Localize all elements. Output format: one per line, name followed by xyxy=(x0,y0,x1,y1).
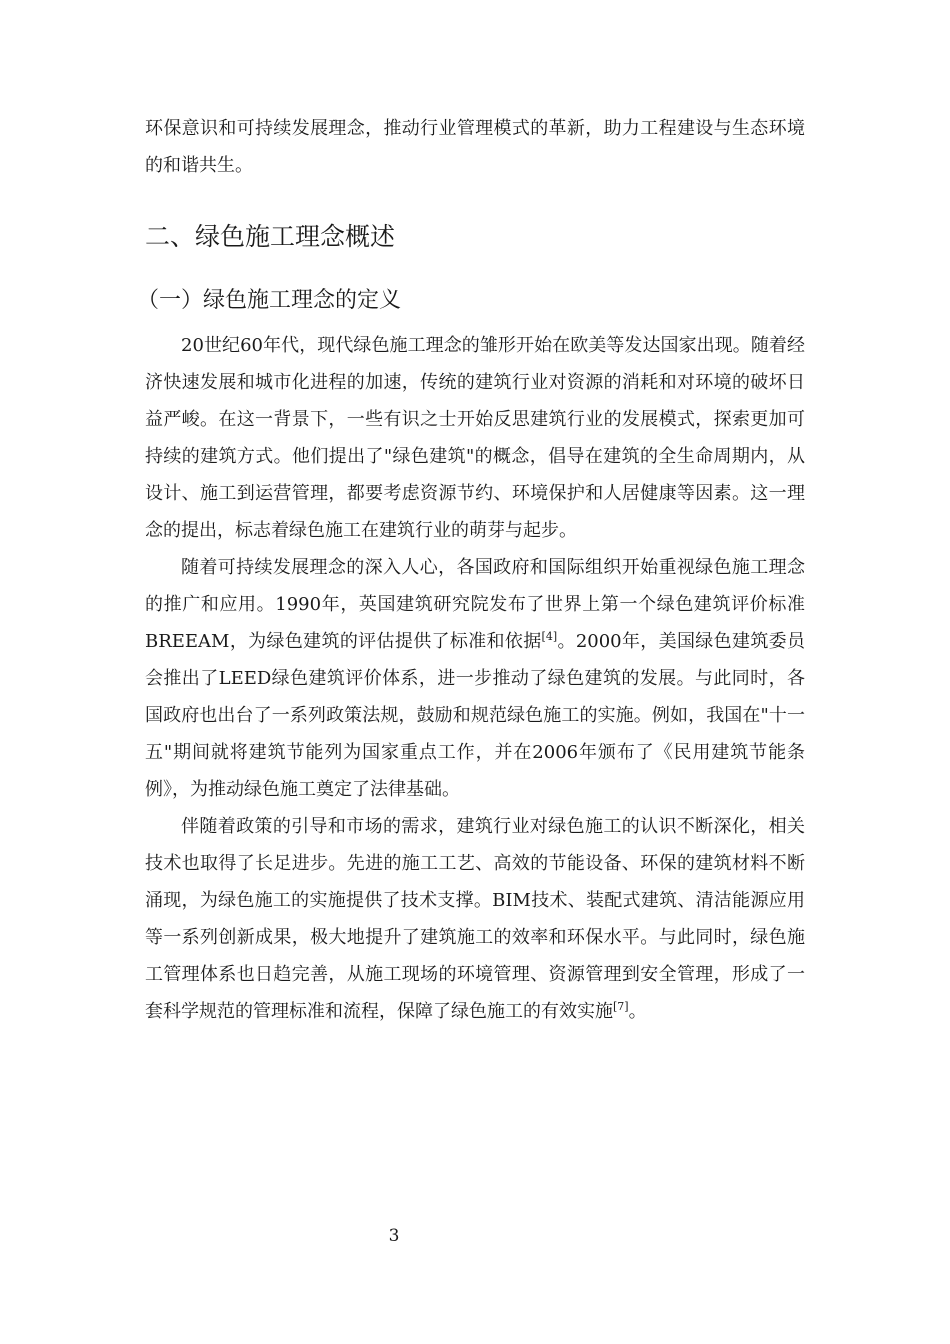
subsection-heading: （一）绿色施工理念的定义 xyxy=(137,288,402,313)
paragraph-technology xyxy=(145,808,805,1030)
paragraph-standards xyxy=(145,549,805,808)
paragraph-technology-text-2: 。 xyxy=(628,1001,647,1022)
paragraph-standards-text-1: 随着可持续发展理念的深入人心，各国政府和国际组织开始重视绿色施工理念的推广和应用。1990年，英国建筑研究院发布了世界上第一个绿色建筑评价标准BREEAM，为绿色建筑的评估提供了标准和依据 xyxy=(145,557,805,652)
paragraph-standards-text-2: 。2000年，美国绿色建筑委员会推出了LEED绿色建筑评价体系，进一步推动了绿色建筑的发展。与此同时，各国政府也出台了一系列政策法规，鼓励和规范绿色施工的实施。例如，我国在"十一五"期间就将建筑节能列为国家重点工作，并在2006年颁布了《民用建筑节能条例》，为推动绿色施工奠定了法律基础。 xyxy=(145,631,805,800)
citation-ref-7: [7] xyxy=(613,1000,629,1013)
section-heading: 二、绿色施工理念概述 xyxy=(145,222,396,251)
paragraph-origin: 20世纪60年代，现代绿色施工理念的雏形开始在欧美等发达国家出现。随着经济快速发展和城市化进程的加速，传统的建筑行业对资源的消耗和对环境的破坏日益严峻。在这一背景下，一些有识之士开始反思建筑行业的发展模式，探索更加可持续的建筑方式。他们提出了"绿色建筑"的概念，倡导在建筑的全生命周期内，从设计、施工到运营管理，都要考虑资源节约、环境保护和人居健康等因素。这一理念的提出，标志着绿色施工在建筑行业的萌芽与起步。 xyxy=(145,335,805,541)
document-body xyxy=(137,110,805,1030)
citation-ref-4: [4] xyxy=(541,630,558,643)
intro-paragraph: 环保意识和可持续发展理念，推动行业管理模式的革新，助力工程建设与生态环境的和谐共生。 xyxy=(145,118,805,176)
page-number: 3 xyxy=(388,1226,400,1246)
paragraph-technology-text-1: 伴随着政策的引导和市场的需求，建筑行业对绿色施工的认识不断深化，相关技术也取得了长足进步。先进的施工工艺、高效的节能设备、环保的建筑材料不断涌现，为绿色施工的实施提供了技术支撑。BIM技术、装配式建筑、清洁能源应用等一系列创新成果，极大地提升了建筑施工的效率和环保水平。与此同时，绿色施工管理体系也日趋完善，从施工现场的环境管理、资源管理到安全管理，形成了一套科学规范的管理标准和流程，保障了绿色施工的有效实施 xyxy=(145,816,805,1022)
